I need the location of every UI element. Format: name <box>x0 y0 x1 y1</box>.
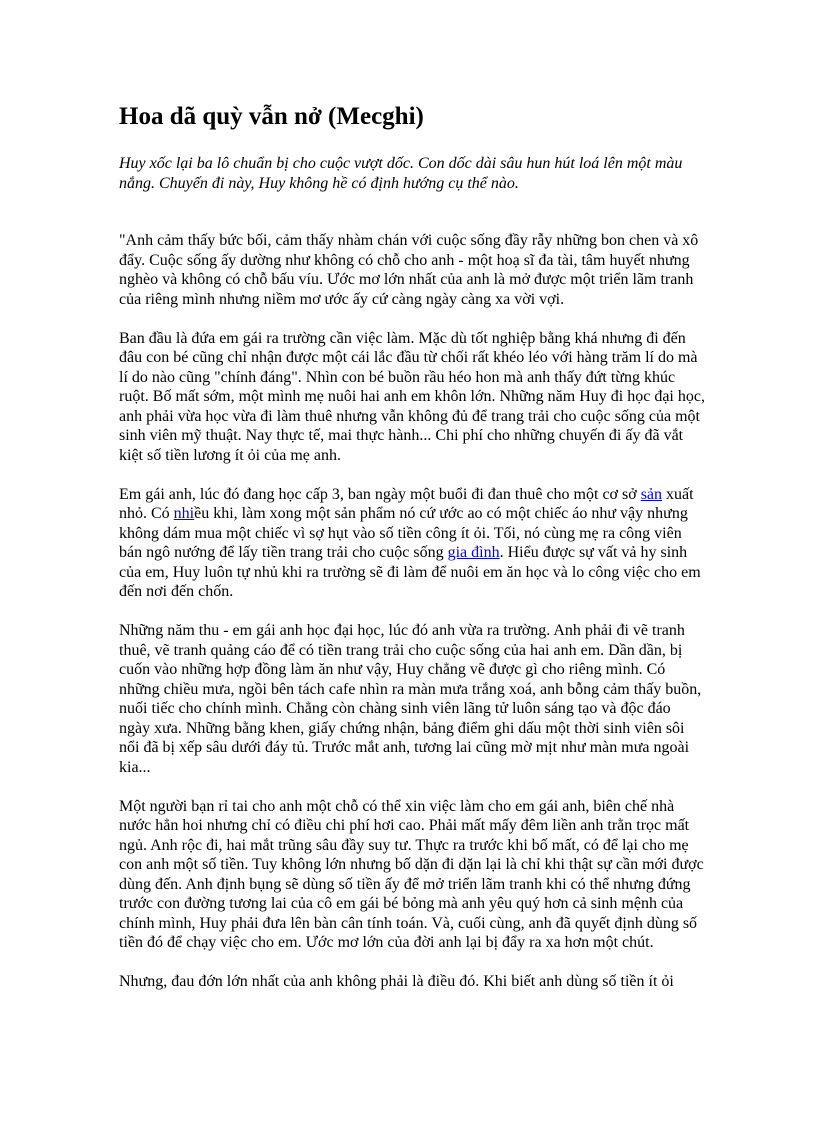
link-san-xuat[interactable]: sản <box>640 485 663 503</box>
paragraph-3 <box>119 485 705 602</box>
article-lead: Huy xốc lại ba lô chuẩn bị cho cuộc vượt dốc. Con dốc dài sâu hun hút loá lên một màu nắng. Chuyến đi này, Huy không hề có định hướng cụ thể nào. <box>119 155 683 192</box>
paragraph-3-text-b: xuất nhỏ. Có <box>119 485 694 522</box>
paragraph-3-text-a: Em gái anh, lúc đó đang học cấp 3, ban ngày một buổi đi đan thuê cho một cơ sở <box>119 485 641 503</box>
paragraph-3-text-d: . Hiểu được sự vất vả hy sinh của em, Huy luôn tự nhủ khi ra trường sẽ đi làm để nuôi em ăn học và lo công việc cho em đến nơi đến chốn. <box>119 544 701 600</box>
document-page <box>119 102 705 1011</box>
article-title: Hoa dã quỳ vẫn nở (Mecghi) <box>119 103 424 130</box>
link-nhieu[interactable]: nhi <box>173 505 195 522</box>
paragraph-3-text-c: ều khi, làm xong một sản phẩm nó cứ ước ao có một chiếc áo như vậy nhưng không dám mua một chiếc vì sợ hụt vào số tiền công ít ỏi. Tối, nó cùng mẹ ra công viên bán ngô nướng để lấy tiền trang trải cho cuộc sống <box>119 505 688 561</box>
link-gia-dinh[interactable]: gia đình <box>447 544 500 561</box>
paragraph-5: Một người bạn rỉ tai cho anh một chỗ có thể xin việc làm cho em gái anh, biên chế nhà nước hẳn hoi nhưng chỉ có điều chi phí hơi cao. Phải mất mấy đêm liền anh trằn trọc mất ngủ. Anh rộc đi, hai mắt trũng sâu đầy suy tư. Thực ra trước khi bố mất, có để lại cho mẹ con anh một số tiền. Tuy không lớn nhưng bố dặn đi dặn lại là chỉ khi thật sự cần mới được dùng đến. Anh định bụng sẽ dùng số tiền ấy để mở triển lãm tranh khi có thể nhưng đứng trước con đường tương lai của cô em gái bé bỏng mà anh yêu quý hơn cả sinh mệnh của chính mình, Huy phải đưa lên bàn cân tính toán. Và, cuối cùng, anh đã quyết định dùng số tiền đó để chạy việc cho em. Ước mơ lớn của đời anh lại bị đẩy ra xa hơn một chút. <box>119 797 704 951</box>
paragraph-4: Những năm thu - em gái anh học đại học, lúc đó anh vừa ra trường. Anh phải đi vẽ tranh thuê, vẽ tranh quảng cáo để có tiền trang trải cho cuộc sống của hai anh em. Dần dần, bị cuốn vào những hợp đồng làm ăn như vậy, Huy chẳng vẽ được gì cho riêng mình. Có những chiều mưa, ngồi bên tách cafe nhìn ra màn mưa trắng xoá, anh bỗng cảm thấy buồn, nuối tiếc cho chính mình. Chẳng còn chàng sinh viên lãng tử luôn sáng tạo và độc đáo ngày xưa. Những bằng khen, giấy chứng nhận, bảng điểm ghi dấu một thời sinh viên sôi nổi đã bị xếp sâu dưới đáy tủ. Trước mắt anh, tương lai cũng mờ mịt như màn mưa ngoài kia... <box>119 622 702 776</box>
paragraph-6: Nhưng, đau đớn lớn nhất của anh không phải là điều đó. Khi biết anh dùng số tiền ít ỏi <box>119 973 674 990</box>
paragraph-1: "Anh cảm thấy bức bối, cảm thấy nhàm chán với cuộc sống đầy rẫy những bon chen và xô đẩy. Cuộc sống ấy dường như không có chỗ cho anh - một hoạ sĩ đa tài, tâm huyết nhưng nghèo và không có chỗ bấu víu. Ước mơ lớn nhất của anh là mở được một triển lãm tranh của riêng mình nhưng niềm mơ ước ấy cứ càng ngày càng xa vời vợi. <box>119 232 699 308</box>
paragraph-2: Ban đầu là đứa em gái ra trường cần việc làm. Mặc dù tốt nghiệp bằng khá nhưng đi đến đâu con bé cũng chỉ nhận được một cái lắc đầu từ chối rất khéo léo với hàng trăm lí do mà lí do nào cũng "chính đáng". Nhìn con bé buồn rầu héo hon mà anh thấy đứt từng khúc ruột. Bố mất sớm, một mình mẹ nuôi hai anh em khôn lớn. Những năm Huy đi học đại học, anh phải vừa học vừa đi làm thuê nhưng vẫn không đủ để trang trải cho cuộc sống của một sinh viên mỹ thuật. Nay thực tế, mai thực hành... Chi phí cho những chuyến đi ấy đã vắt kiệt số tiền lương ít ỏi của mẹ anh. <box>119 329 705 464</box>
